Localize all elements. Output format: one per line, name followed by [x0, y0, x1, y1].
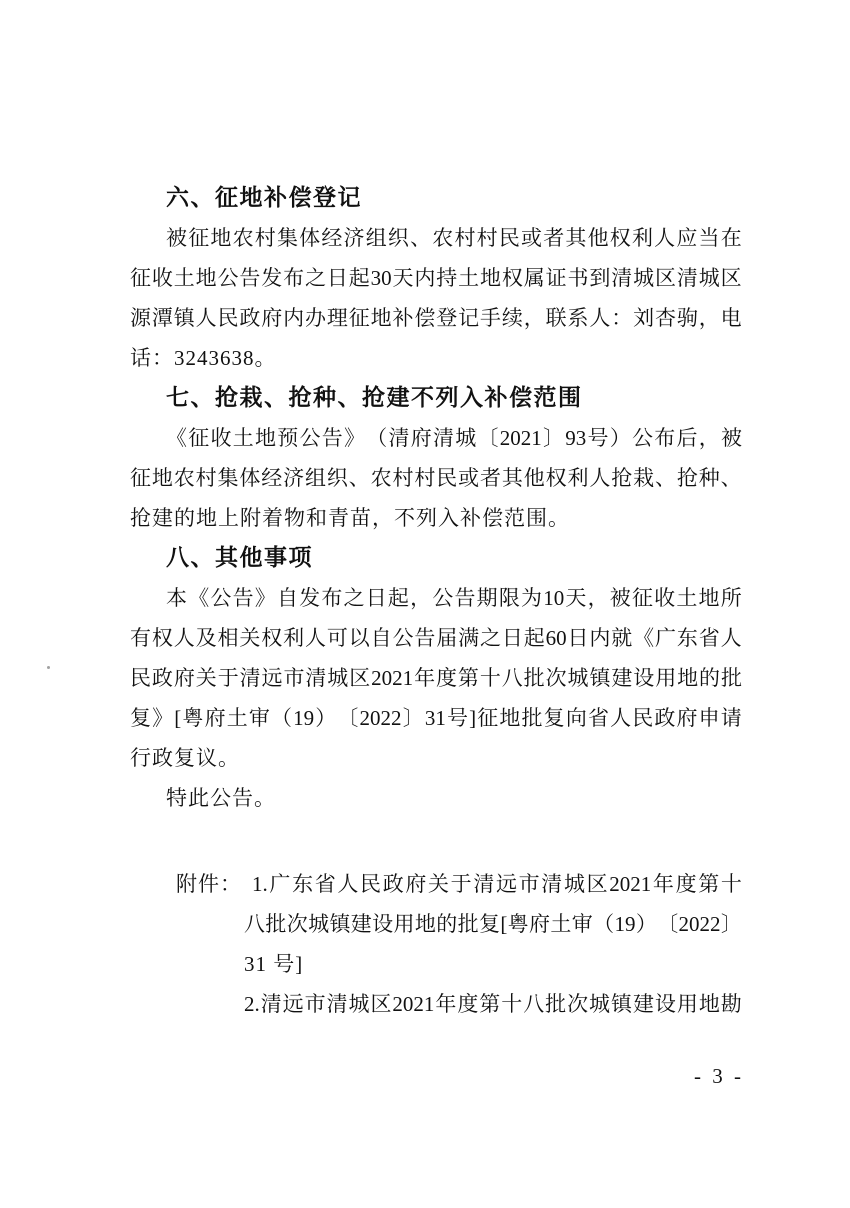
section7-line2: 征 地 农 村 集 体 经 济 组 织 、 农 村 村 民 或 者 其 他 权 利 人 抢 栽 、 抢 种 、 [130, 466, 742, 490]
attachment2-text-part1: 2. 清 远 市 清 城 区 2021 年 度 第 十 八 批 次 城 镇 建 设 用 地 勘 [244, 992, 742, 1016]
section6-line3: 源 潭 镇 人 民 政 府 内 办 理 征 地 补 偿 登 记 手 续 ， 联 系 人 ： 刘 杏 驹 ， 电 [130, 306, 742, 330]
announcement-body [130, 178, 742, 1024]
attachment1-text-part3: 31 号] [244, 952, 304, 976]
attachments-block [130, 864, 742, 1024]
section6-line1: 被 征 地 农 村 集 体 经 济 组 织 、 农 村 村 民 或 者 其 他 权 利 人 应 当 在 [166, 226, 742, 250]
section6-line4: 话：3243638。 [130, 346, 277, 370]
section8-line4: 复 》 [ 粤 府 土 审 （ 19 ） 〔 2022 〕 31 号 ] 征 地 批 复 向 省 人 民 政 府 申 请 [130, 706, 742, 730]
section6-heading: 六、征地补偿登记 [166, 185, 362, 211]
attachment1-text-part2: 八 批 次 城 镇 建 设 用 地 的 批 复 [ 粤 府 土 审 （ 19 ） 〔 2022 〕 [244, 912, 742, 936]
section8-line5: 行政复议。 [130, 746, 240, 770]
section7-line1: 《 征 收 土 地 预 公 告 》 （ 清 府 清 城 〔 2021 〕 93 号 ） 公 布 后 ， 被 [166, 426, 742, 450]
section8-line2: 有 权 人 及 相 关 权 利 人 可 以 自 公 告 届 满 之 日 起 60 日 内 就 《 广 东 省 人 [130, 626, 742, 650]
section8-line1: 本 《 公 告 》 自 发 布 之 日 起 ， 公 告 期 限 为 10 天 ， 被 征 收 土 地 所 [166, 586, 742, 610]
section6-line2: 征 收 土 地 公 告 发 布 之 日 起 30 天 内 持 土 地 权 属 证 书 到 清 城 区 清 城 区 [130, 266, 742, 290]
attachment1-text-part1: 1. 广 东 省 人 民 政 府 关 于 清 远 市 清 城 区 2021 年 度 第 十 [252, 872, 742, 896]
section7-line3: 抢建的地上附着物和青苗，不列入补偿范围。 [130, 506, 570, 530]
section7-heading: 七、抢栽、抢种、抢建不列入补偿范围 [166, 385, 583, 411]
closing-statement: 特此公告。 [166, 786, 276, 810]
attachments-label: 附件： [176, 872, 242, 896]
scan-speck [47, 666, 50, 669]
page-number: - 3 - [694, 1064, 744, 1088]
attachment-line1 [130, 864, 742, 904]
section8-line3: 民 政 府 关 于 清 远 市 清 城 区 2021 年 度 第 十 八 批 次 城 镇 建 设 用 地 的 批 [130, 666, 742, 690]
section8-heading: 八、其他事项 [166, 545, 313, 571]
